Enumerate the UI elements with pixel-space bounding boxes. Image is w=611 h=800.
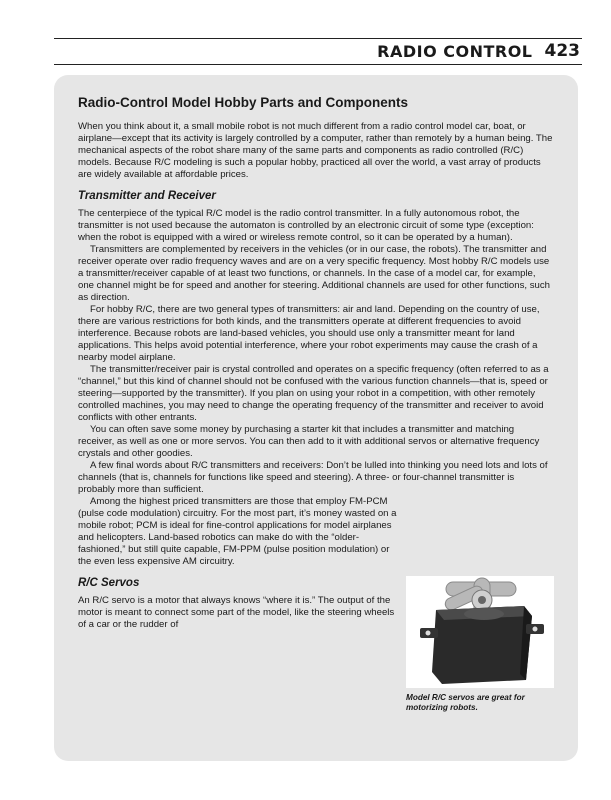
paragraph: A few final words about R/C transmitters and receivers: Don’t be lulled into thinking you need lots and lots of channels (that is, channels for functions like speed and steering). A three- or four-channel transmitter is probably more than sufficient. (78, 460, 548, 495)
paragraph: The transmitter/receiver pair is crystal controlled and operates on a specific frequency (often referred to as a “channel,” but this kind of channel should not be confused with the various function channels—that is, speed or steering—supported by the transmitter). If you plan on using your robot in a competition, with other remotely controlled machines, you may need to change the operating frequency of the transmitter and receiver to avoid conflicts with other entrants. (78, 364, 549, 423)
transmitter-heading: Transmitter and Receiver (78, 190, 216, 202)
figure-caption: Model R/C servos are great for motorizing robots. (406, 693, 525, 712)
servo-photo (406, 576, 554, 688)
paragraph: The centerpiece of the typical R/C model is the radio control transmitter. In a fully autonomous robot, the transmitter is not used because the automaton is controlled by an electronic circuit of some type (exception: when the robot is equipped with a wired or wireless remote control, so it can be operated by a human). (78, 208, 534, 243)
paragraph: An R/C servo is a motor that always knows “where it is.” The output of the motor is meant to connect some part of the model, like the steering wheels of a car or the rudder of (78, 595, 395, 630)
paragraph: Among the highest priced transmitters are those that employ FM-PCM (pulse code modulation) circuitry. For the most part, it’s money wasted on a mobile robot; PCM is ideal for fine-control applications for model airplanes and helicopters. Land-based robotics can make do with the “older-fashioned,” but still quite capable, FM-PPM (pulse position modulation) or the even less expensive AM circuitry. (78, 496, 397, 567)
servo-illustration-icon (406, 576, 554, 688)
header-rule-top (54, 38, 582, 39)
servos-heading: R/C Servos (78, 577, 140, 589)
running-head (377, 41, 580, 61)
section-title: RADIO CONTROL (377, 41, 533, 61)
paragraph: For hobby R/C, there are two general types of transmitters: air and land. Depending on the country of use, there are various restrictions for both kinds, and the transmitters operate at different frequencies to avoid interference. Because robots are land-based vehicles, you should use only a transmitter meant for land applications. This helps avoid potential interference, where your robot experiments may cause the crash of a nearby model airplane. (78, 304, 540, 363)
intro-paragraph: When you think about it, a small mobile robot is not much different from a radio control model car, boat, or airplane—except that its activity is largely controlled by a computer, rather than remotely by a human being. The mechanical aspects of the robot share many of the same parts and components as radio controlled (R/C) models. Because R/C modeling is such a popular hobby, practiced all over the world, a vast array of products are widely available at affordable prices. (78, 121, 553, 180)
servo-figure (406, 576, 554, 713)
article-body (78, 94, 553, 631)
paragraph: Transmitters are complemented by receivers in the vehicles (or in our case, the robots). The transmitter and receiver operate over radio frequency waves and are on a very specific frequency. Most hobby R/C models use a transmitter/receiver capable of at least two functions, or channels. In the case of a model car, for example, one channel might be for speed and another for steering. Additional channels are used for other functions, such as direction. (78, 244, 550, 303)
article-title: Radio-Control Model Hobby Parts and Components (78, 95, 408, 110)
paragraph: You can often save some money by purchasing a starter kit that includes a transmitter and matching receiver, as well as one or more servos. You can then add to it with additional servos or alternative frequency crystals and other goodies. (78, 424, 540, 459)
header-rule-bottom (54, 64, 582, 65)
page-number: 423 (544, 41, 580, 61)
